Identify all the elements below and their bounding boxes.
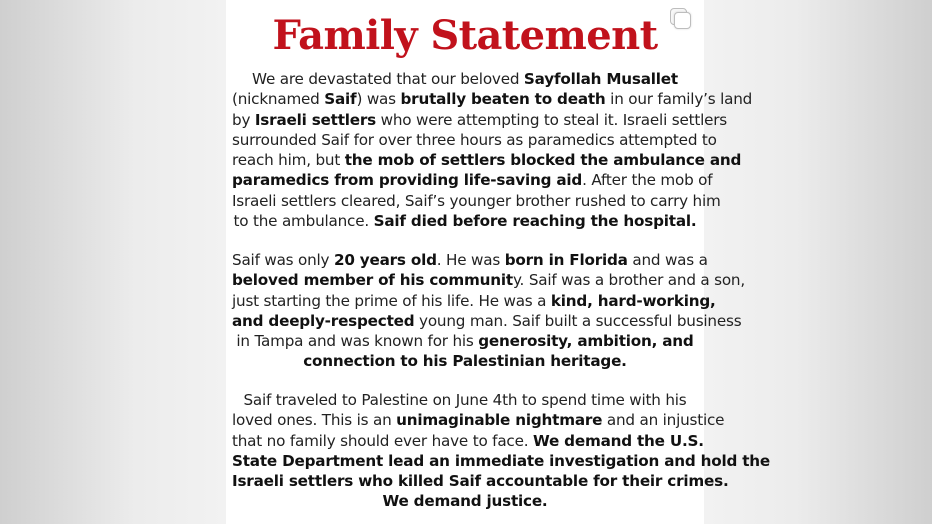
text-run: loved ones. This is an (232, 411, 397, 430)
bold-text-run: the mob of settlers blocked the ambulance and (344, 151, 742, 170)
bold-text-run: generosity, ambition, and (478, 332, 694, 351)
bold-text-run: beloved member of his communit (232, 271, 513, 290)
bold-text-run: connection to his Palestinian heritage. (303, 352, 627, 371)
paragraph-3 (232, 390, 770, 512)
text-line (232, 351, 698, 371)
bold-text-run: Saif died before reaching the hospital. (373, 212, 697, 231)
text-run: We are devastated that our beloved (252, 70, 524, 88)
text-line (232, 130, 717, 150)
text-run: just starting the prime of his life. He was a (232, 291, 551, 310)
text-run: to the ambulance. (233, 212, 374, 231)
statement-document (226, 0, 770, 524)
text-line (232, 250, 708, 270)
bold-text-run: brutally beaten to death (400, 90, 606, 109)
text-line (232, 270, 745, 290)
left-blur-backdrop (0, 0, 226, 524)
text-line (232, 191, 721, 211)
text-line (232, 211, 698, 231)
bold-text-run: Sayfollah Musallet (523, 70, 678, 88)
bold-text-run: We demand the U.S. (532, 431, 704, 450)
text-run: y. Saif was a brother and a son, (512, 271, 745, 290)
bold-text-run: paramedics from providing life-saving aid (232, 171, 583, 190)
text-run: Saif was only (232, 251, 334, 269)
bold-text-run: State Department lead an immediate investigation and hold the (232, 451, 770, 470)
text-line (232, 170, 713, 190)
text-line (232, 69, 698, 89)
text-line (232, 291, 716, 311)
text-run: who were attempting to steal it. Israeli settlers (376, 110, 728, 129)
text-run: ) was (356, 90, 401, 109)
text-run: . He was (436, 251, 505, 269)
text-run: Saif traveled to Palestine on June 4th to spend time with his (243, 391, 687, 409)
text-run: surrounded Saif for over three hours as paramedics attempted to (232, 130, 717, 149)
text-run: in Tampa and was known for his (236, 332, 479, 351)
text-run: young man. Saif built a successful business (414, 311, 742, 330)
bold-text-run: 20 years old (333, 251, 437, 269)
text-run: by (232, 110, 255, 129)
right-blur-backdrop (704, 0, 932, 524)
text-run: in our family’s land (605, 90, 753, 109)
paragraph-1 (232, 69, 753, 231)
bold-text-run: We demand justice. (382, 492, 548, 511)
text-run: (nicknamed (232, 90, 325, 109)
text-line (232, 89, 753, 109)
bold-text-run: Israeli settlers who killed Saif accountable for their crimes. (232, 472, 729, 491)
document-title: Family Statement (272, 12, 658, 59)
text-line (232, 410, 725, 430)
paragraph-2 (232, 250, 745, 372)
bold-text-run: unimaginable nightmare (396, 411, 603, 430)
bold-text-run: Israeli settlers (254, 110, 376, 129)
text-line (232, 331, 698, 351)
bold-text-run: and deeply-respected (232, 311, 415, 330)
bold-text-run: kind, hard-working, (550, 291, 716, 310)
text-run: and an injustice (602, 411, 725, 430)
text-line (232, 431, 704, 451)
text-line (232, 390, 698, 410)
text-run: that no family should ever have to face. (232, 431, 533, 450)
text-line (232, 311, 742, 331)
bold-text-run: Saif (324, 90, 357, 109)
text-line (232, 451, 770, 471)
text-line (232, 150, 742, 170)
text-line (232, 471, 729, 491)
text-line (232, 110, 728, 130)
text-run: reach him, but (232, 151, 345, 170)
bold-text-run: born in Florida (504, 251, 628, 269)
text-run: Israeli settlers cleared, Saif’s younger brother rushed to carry him (232, 191, 721, 210)
text-run: and was a (627, 251, 708, 269)
text-run: . After the mob of (582, 171, 713, 190)
text-line (232, 491, 698, 511)
